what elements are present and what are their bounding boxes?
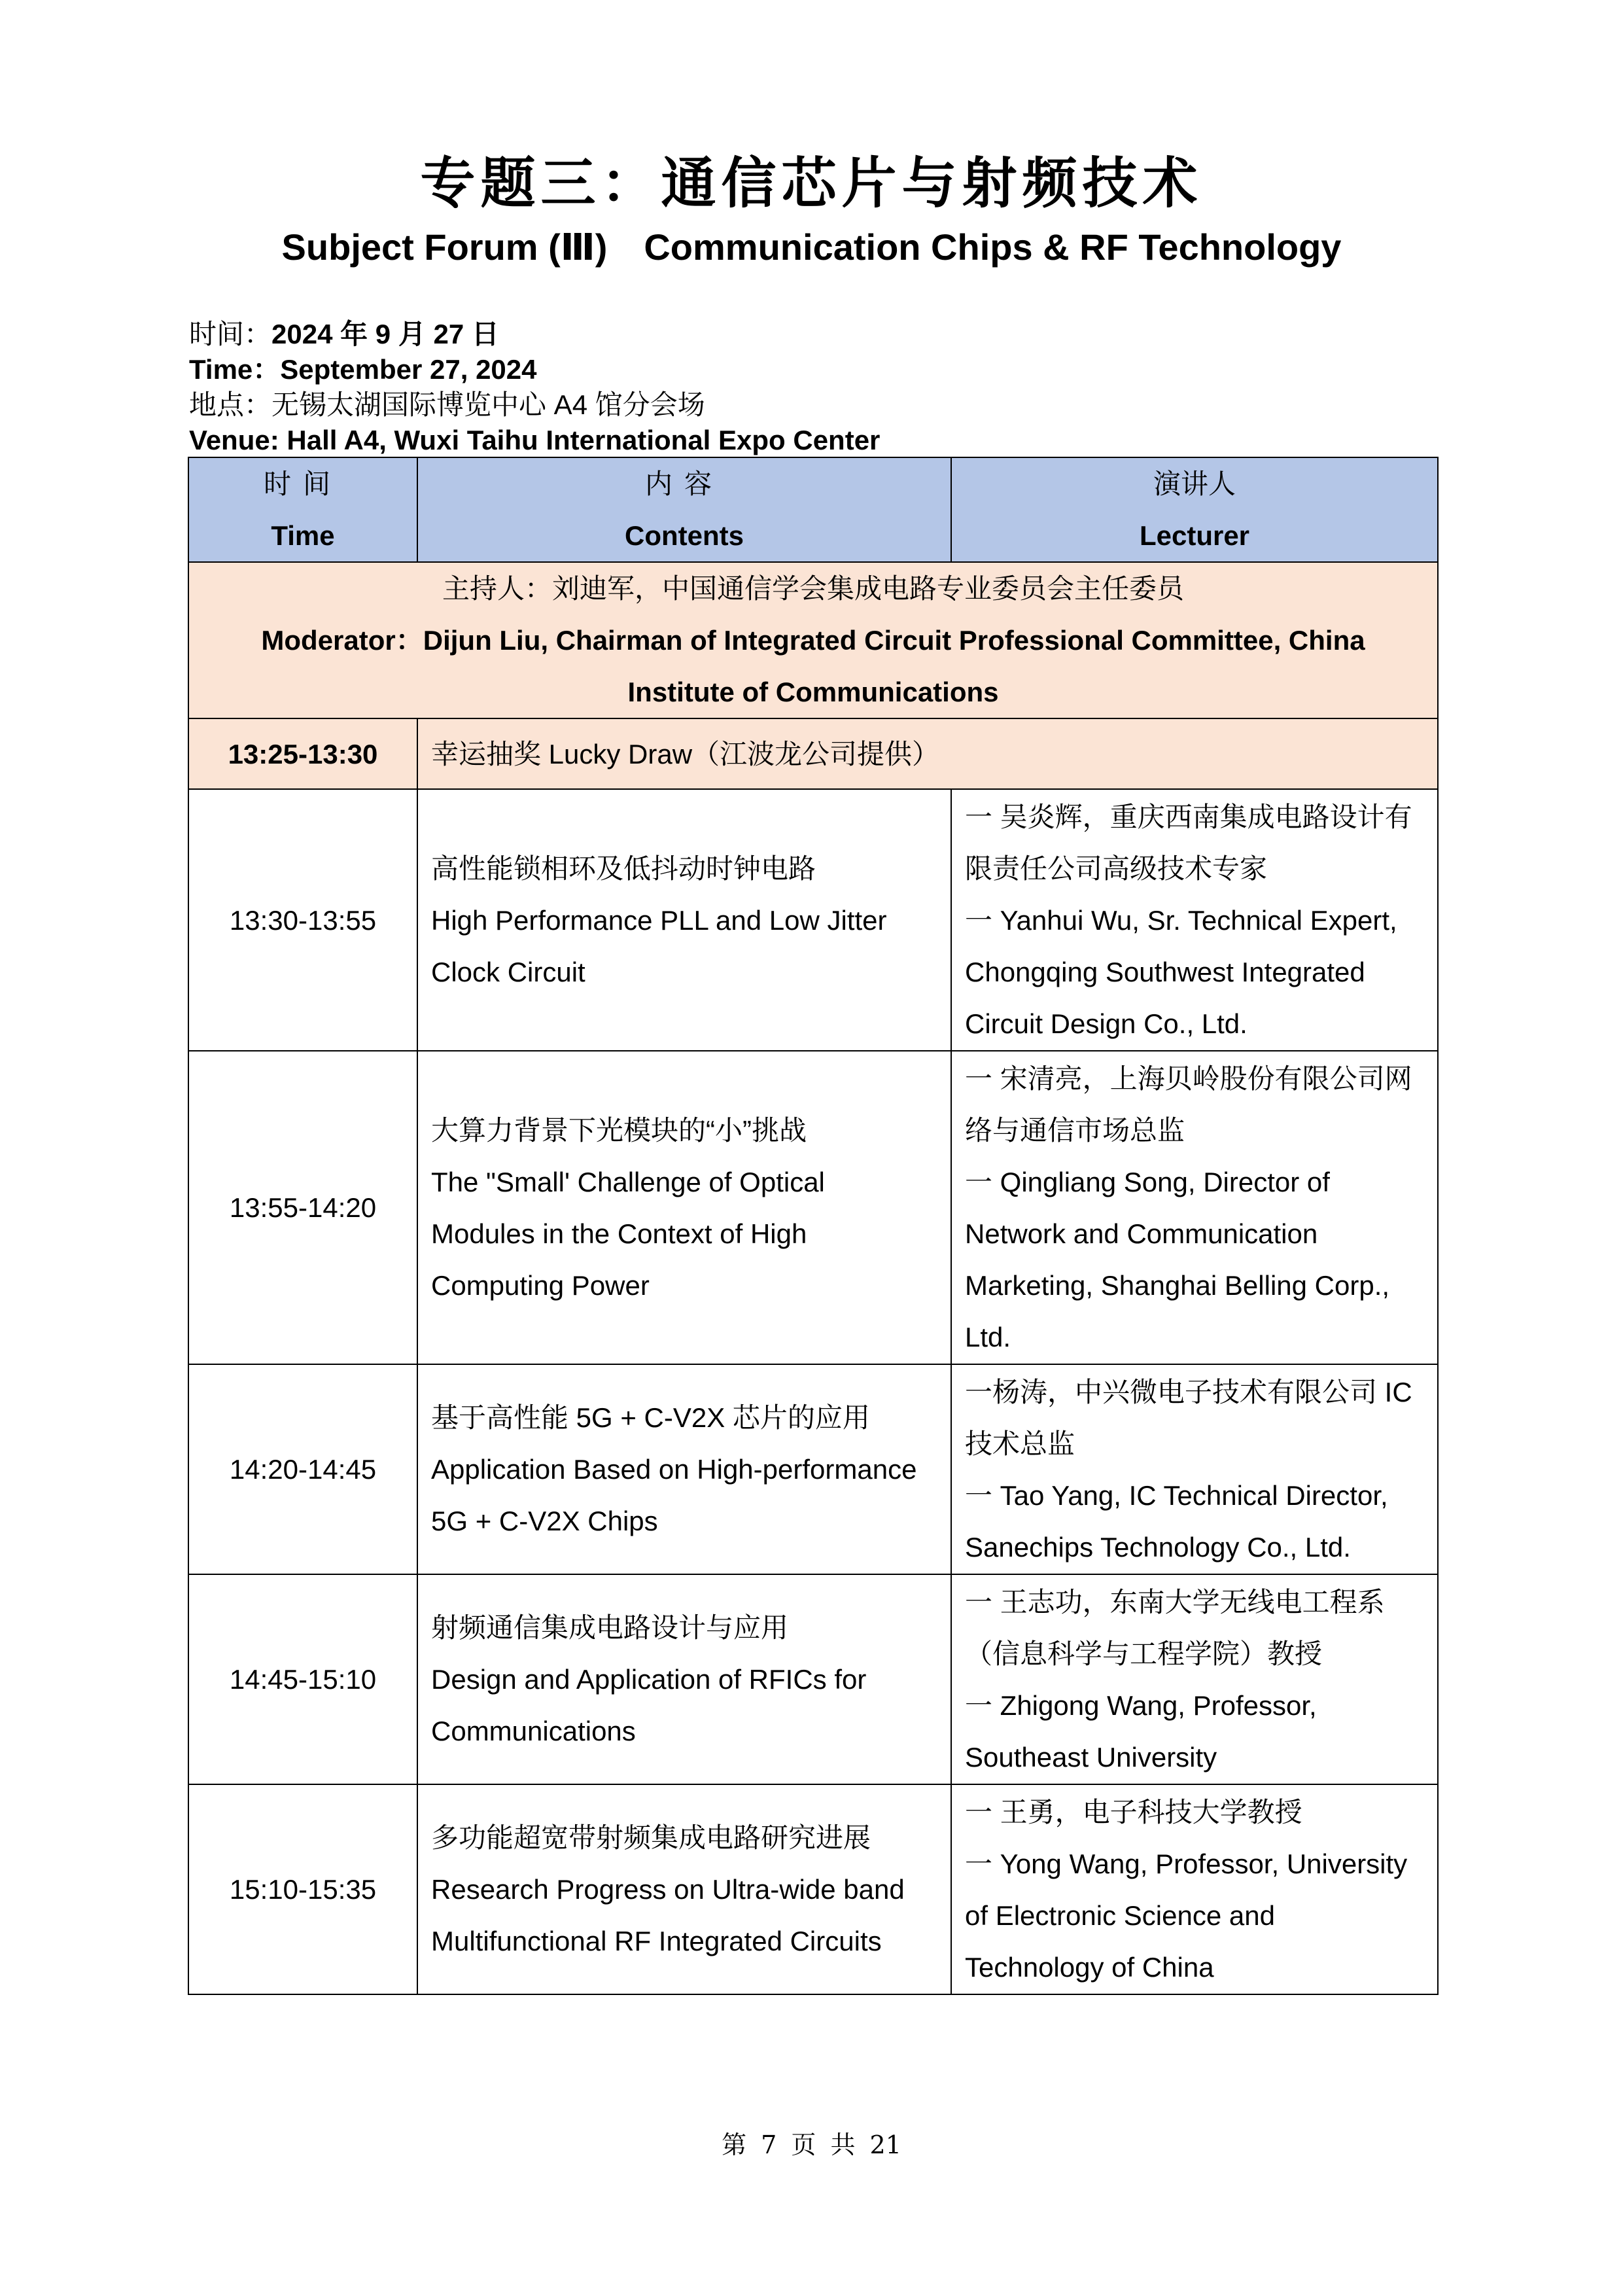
session-lecturer [951, 1051, 1438, 1364]
header-lecturer-en: Lecturer [1139, 520, 1250, 551]
lecturer-line: 一 Yong Wang, Professor, University [965, 1848, 1408, 1879]
lecturer-line: Network and Communication [965, 1218, 1318, 1249]
venue-en: Venue: Hall A4, Wuxi Taihu International Expo Center [189, 425, 881, 455]
content-line: 大算力背景下光模块的“小”挑战 [431, 1114, 807, 1146]
lecturer-line: 一 王志功，东南大学无线电工程系 [965, 1586, 1385, 1617]
table-header-row [188, 457, 1438, 562]
session-content [417, 1051, 951, 1364]
event-date-cn [189, 315, 499, 353]
lecturer-line: 一杨涛，中兴微电子技术有限公司 IC [965, 1376, 1412, 1407]
content-line: Design and Application of RFICs for [431, 1664, 867, 1695]
content-line: 射频通信集成电路设计与应用 [431, 1612, 789, 1643]
content-line: Application Based on High-performance [431, 1454, 917, 1485]
content-line: 基于高性能 5G + C-V2X 芯片的应用 [431, 1402, 870, 1433]
content-line: High Performance PLL and Low Jitter [431, 904, 887, 936]
event-date-cn-label: 时间： [189, 319, 272, 349]
content-line: Multifunctional RF Integrated Circuits [431, 1926, 882, 1956]
table-row [188, 1051, 1438, 1364]
header-contents [417, 457, 951, 562]
header-time-cn: 时间 [263, 468, 342, 499]
session-time: 14:20-14:45 [188, 1364, 417, 1574]
lucky-draw-row [188, 718, 1438, 789]
lecturer-line: 一 宋清亮，上海贝岭股份有限公司网 [965, 1063, 1412, 1094]
page-title-en: Subject Forum (Ⅲ) Communication Chips & RF Technology [281, 226, 1342, 268]
session-content [417, 1574, 951, 1784]
session-content [417, 1784, 951, 1994]
venue-cn-value: 无锡太湖国际博览中心 A4 馆分会场 [271, 389, 705, 420]
content-line: 5G + C-V2X Chips [431, 1506, 658, 1536]
header-time-en: Time [271, 520, 335, 551]
table-row [188, 1784, 1438, 1994]
lecturer-line: 一 王勇，电子科技大学教授 [965, 1796, 1302, 1828]
moderator-cn: 主持人：刘迪军，中国通信学会集成电路专业委员会主任委员 [442, 573, 1184, 604]
session-time: 13:55-14:20 [188, 1051, 417, 1364]
page-title-cn: 专题三：通信芯片与射频技术 [420, 150, 1203, 215]
session-lecturer [951, 789, 1438, 1051]
lecturer-line: 一 吴炎辉，重庆西南集成电路设计有 [965, 801, 1412, 832]
lecturer-line: Circuit Design Co., Ltd. [965, 1008, 1248, 1039]
lecturer-line: Technology of China [965, 1951, 1214, 1983]
lecturer-line: 络与通信市场总监 [965, 1114, 1185, 1146]
session-lecturer [951, 1364, 1438, 1574]
event-date-cn-value: 2024 年 9 月 27 日 [271, 319, 499, 349]
lecturer-line: Southeast University [965, 1741, 1217, 1773]
lecturer-line: 一 Tao Yang, IC Technical Director, [965, 1479, 1388, 1511]
session-content [417, 1364, 951, 1574]
lecturer-line: Sanechips Technology Co., Ltd. [965, 1531, 1351, 1563]
lecturer-line: Chongqing Southwest Integrated [965, 956, 1365, 987]
lecturer-line: （信息科学与工程学院）教授 [965, 1638, 1323, 1669]
session-content [417, 789, 951, 1051]
lecturer-line: 限责任公司高级技术专家 [965, 853, 1268, 884]
lecturer-line: Ltd. [965, 1321, 1011, 1352]
content-line: Research Progress on Ultra-wide band [431, 1874, 905, 1905]
moderator-en-line1: Moderator：Dijun Liu, Chairman of Integrated Circuit Professional Committee, China [261, 625, 1365, 656]
table-row [188, 1364, 1438, 1574]
content-line: 高性能锁相环及低抖动时钟电路 [431, 853, 816, 884]
content-line: 多功能超宽带射频集成电路研究进展 [431, 1822, 871, 1853]
lecturer-line: 一 Qingliang Song, Director of [965, 1166, 1330, 1197]
schedule-table [188, 457, 1439, 1995]
header-time [188, 457, 417, 562]
lecturer-line: of Electronic Science and [965, 1899, 1275, 1931]
lucky-draw-time: 13:25-13:30 [188, 718, 417, 789]
lecturer-line: 一 Yanhui Wu, Sr. Technical Expert, [965, 904, 1397, 936]
content-line: Computing Power [431, 1269, 650, 1301]
lecturer-line: 一 Zhigong Wang, Professor, [965, 1689, 1317, 1721]
moderator-en-line2: Institute of Communications [627, 677, 999, 707]
content-line: Clock Circuit [431, 956, 585, 987]
header-lecturer [951, 457, 1438, 562]
page-number: 第 7 页 共 21 [722, 2130, 901, 2159]
content-line: The "Small' Challenge of Optical [431, 1166, 825, 1197]
lucky-draw-content: 幸运抽奖 Lucky Draw（江波龙公司提供） [417, 718, 1438, 789]
venue-cn [189, 386, 705, 424]
moderator-row [188, 562, 1438, 718]
moderator-cell [188, 562, 1438, 718]
table-row [188, 1574, 1438, 1784]
session-lecturer [951, 1574, 1438, 1784]
session-time: 15:10-15:35 [188, 1784, 417, 1994]
venue-cn-label: 地点： [189, 389, 272, 420]
content-line: Modules in the Context of High [431, 1218, 807, 1249]
table-row [188, 789, 1438, 1051]
header-contents-en: Contents [625, 520, 744, 551]
lecturer-line: 技术总监 [965, 1428, 1075, 1459]
event-date-en: Time：September 27, 2024 [189, 354, 537, 385]
session-lecturer [951, 1784, 1438, 1994]
content-line: Communications [431, 1716, 636, 1746]
lecturer-line: Marketing, Shanghai Belling Corp., [965, 1269, 1390, 1301]
session-time: 14:45-15:10 [188, 1574, 417, 1784]
header-contents-cn: 内容 [644, 468, 724, 499]
header-lecturer-cn: 演讲人 [1153, 468, 1236, 499]
session-time: 13:30-13:55 [188, 789, 417, 1051]
